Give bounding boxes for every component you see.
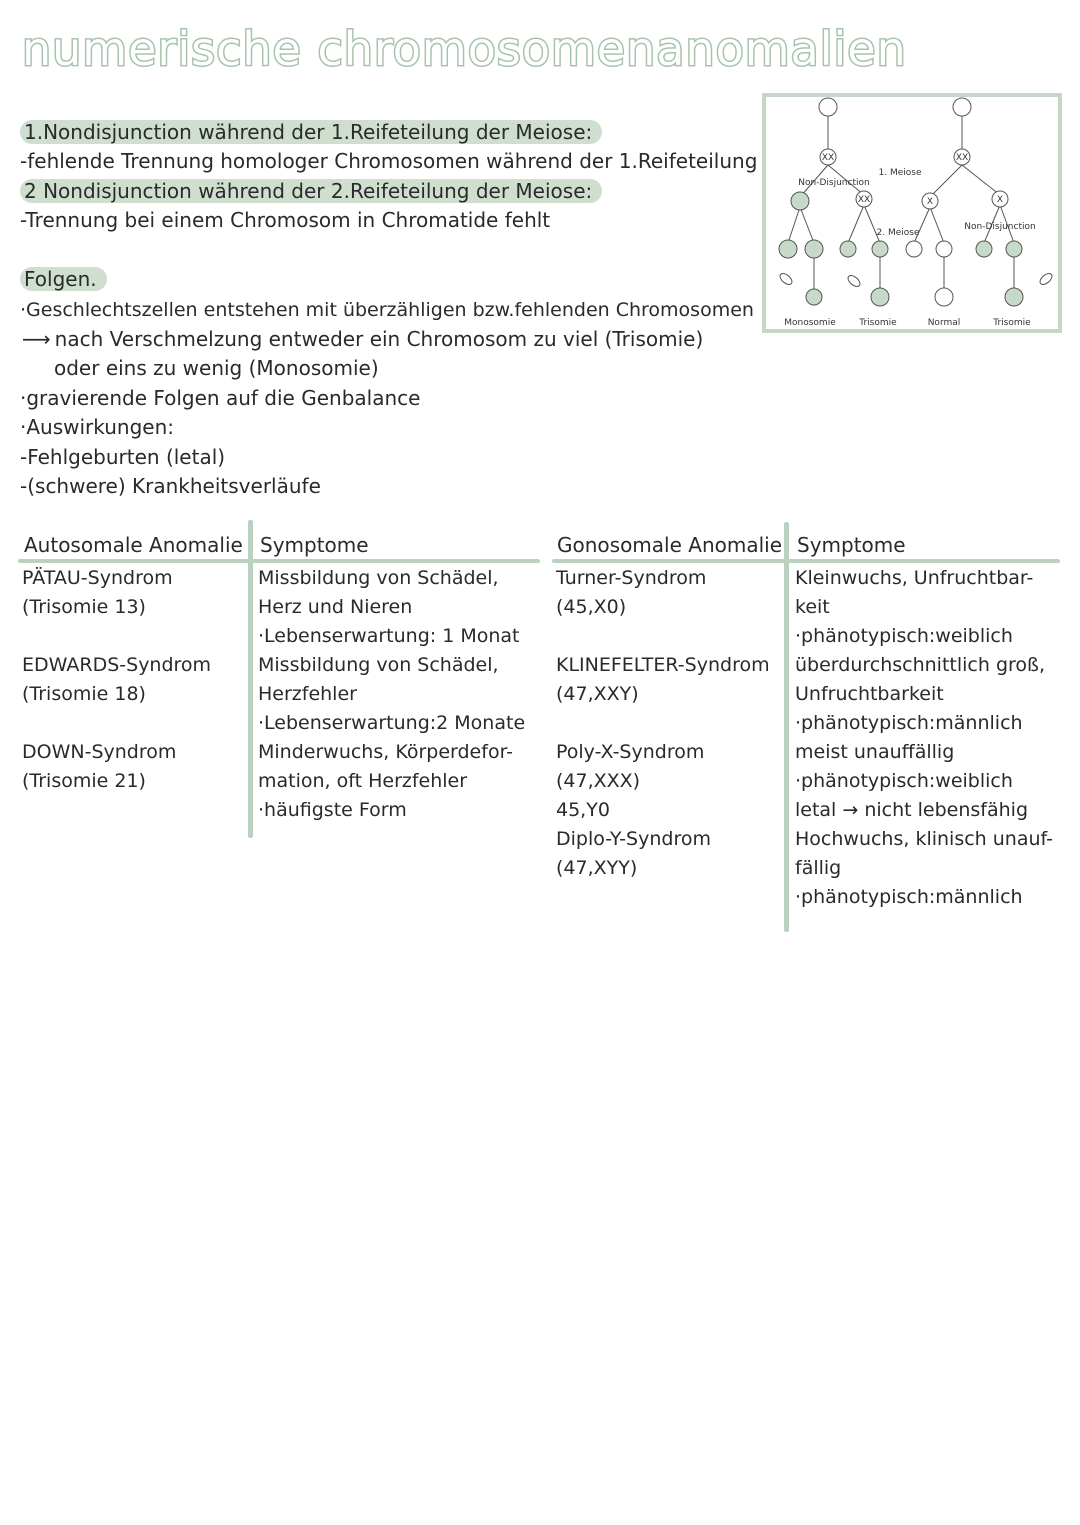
- zygote-trisomie-2: [1005, 288, 1023, 306]
- autosomal-syndromes: PÄTAU-Syndrom (Trisomie 13) EDWARDS-Syndrom (Trisomie 18) DOWN-Syndrom (Trisomie 21): [22, 567, 212, 792]
- gonosomal-column-rule: [784, 522, 789, 932]
- zygote-monosomie: [806, 289, 822, 305]
- sperm-left: [778, 271, 794, 286]
- folgen-line-5: ·Auswirkungen:: [20, 415, 175, 439]
- cell-g2: [805, 240, 823, 258]
- label-x-1: X: [926, 197, 934, 207]
- folgen-line-3: oder eins zu wenig (Monosomie): [54, 356, 379, 380]
- label-top-right: XX: [955, 153, 969, 163]
- cell-g6: [936, 241, 952, 257]
- label-nd-left: Non-Disjunction: [798, 178, 870, 188]
- nondisjunction-diagram: [762, 93, 1062, 333]
- nondisjunction-1-heading: 1.Nondisjunction während der 1.Reifeteilung der Meiose:: [20, 119, 602, 145]
- folgen-line-7: -(schwere) Krankheitsverläufe: [20, 474, 321, 498]
- folgen-heading: Folgen.: [20, 266, 107, 292]
- cell-g3: [840, 241, 856, 257]
- result-trisomie-2: Trisomie: [993, 318, 1031, 328]
- gonosomal-head-symptome: Symptome: [797, 533, 906, 557]
- nondisjunction-2-text: -Trennung bei einem Chromosom in Chromatide fehlt: [20, 208, 551, 232]
- autosomal-column-rule: [248, 520, 253, 838]
- autosomal-symptoms: Missbildung von Schädel, Herz und Nieren ·Lebenserwartung: 1 Monat Missbildung von Schädel, Herzfehler ·Lebenserwartung:2 Monate Minderwuchs, Körperdefor- mation, oft Herzfehler ·häufigste Form: [258, 567, 526, 821]
- gonosomal-head-anomalie: Gonosomale Anomalie: [557, 533, 783, 557]
- cell-g1: [779, 240, 797, 258]
- label-x-2: X: [996, 195, 1004, 205]
- cell-top-left: [819, 98, 837, 116]
- cell-g7: [976, 241, 992, 257]
- cell-g5: [906, 241, 922, 257]
- gonosomal-header-rule: [552, 559, 1060, 563]
- gonosomal-symptoms: Kleinwuchs, Unfruchtbar- keit ·phänotypisch:weiblich überdurchschnittlich groß, Unfruchtbarkeit ·phänotypisch:männlich meist unauffällig ·phänotypisch:weiblich letal → nicht lebensfähig Hochwuchs, klinisch unauf- fällig ·phänotypisch:männlich: [795, 567, 1054, 908]
- label-top-left: XX: [821, 153, 835, 163]
- folgen-line-1: ·Geschlechtszellen entstehen mit überzähligen bzw.fehlenden Chromosomen: [20, 299, 754, 321]
- result-monosomie: Monosomie: [784, 318, 836, 328]
- sperm-mid: [846, 273, 862, 288]
- folgen-line-6: -Fehlgeburten (letal): [20, 445, 226, 469]
- cell-g4: [872, 241, 888, 257]
- cell-top-right: [953, 98, 971, 116]
- result-normal: Normal: [927, 318, 961, 328]
- label-nd-right: Non-Disjunction: [964, 222, 1036, 232]
- diagram-svg: [766, 97, 1058, 329]
- gonosomal-syndromes: Turner-Syndrom (45,X0) KLINEFELTER-Syndrom (47,XXY) Poly-X-Syndrom (47,XXX) 45,Y0 Diplo-Y-Syndrom (47,XYY): [556, 567, 770, 879]
- page-title: numerische chromosomenanomalien: [22, 22, 907, 76]
- autosomal-head-anomalie: Autosomale Anomalie: [24, 533, 243, 557]
- arrow-right-icon: ⟶: [22, 327, 51, 351]
- zygote-normal: [935, 288, 953, 306]
- autosomal-head-symptome: Symptome: [260, 533, 369, 557]
- label-meiose-1: 1. Meiose: [878, 168, 922, 178]
- result-trisomie-1: Trisomie: [859, 318, 897, 328]
- folgen-line-2: ⟶ nach Verschmelzung entweder ein Chromosom zu viel (Trisomie): [22, 327, 704, 351]
- cell-g8: [1006, 241, 1022, 257]
- label-mid-xx: XX: [857, 195, 871, 205]
- label-meiose-2: 2. Meiose: [876, 228, 920, 238]
- cell-l1: [791, 192, 809, 210]
- sperm-right: [1038, 271, 1054, 286]
- nondisjunction-2-heading: 2 Nondisjunction während der 2.Reifeteilung der Meiose:: [20, 178, 602, 204]
- zygote-trisomie-1: [871, 288, 889, 306]
- nondisjunction-1-text: -fehlende Trennung homologer Chromosomen während der 1.Reifeteilung: [20, 149, 758, 173]
- autosomal-header-rule: [18, 559, 540, 563]
- folgen-line-4: ·gravierende Folgen auf die Genbalance: [20, 386, 421, 410]
